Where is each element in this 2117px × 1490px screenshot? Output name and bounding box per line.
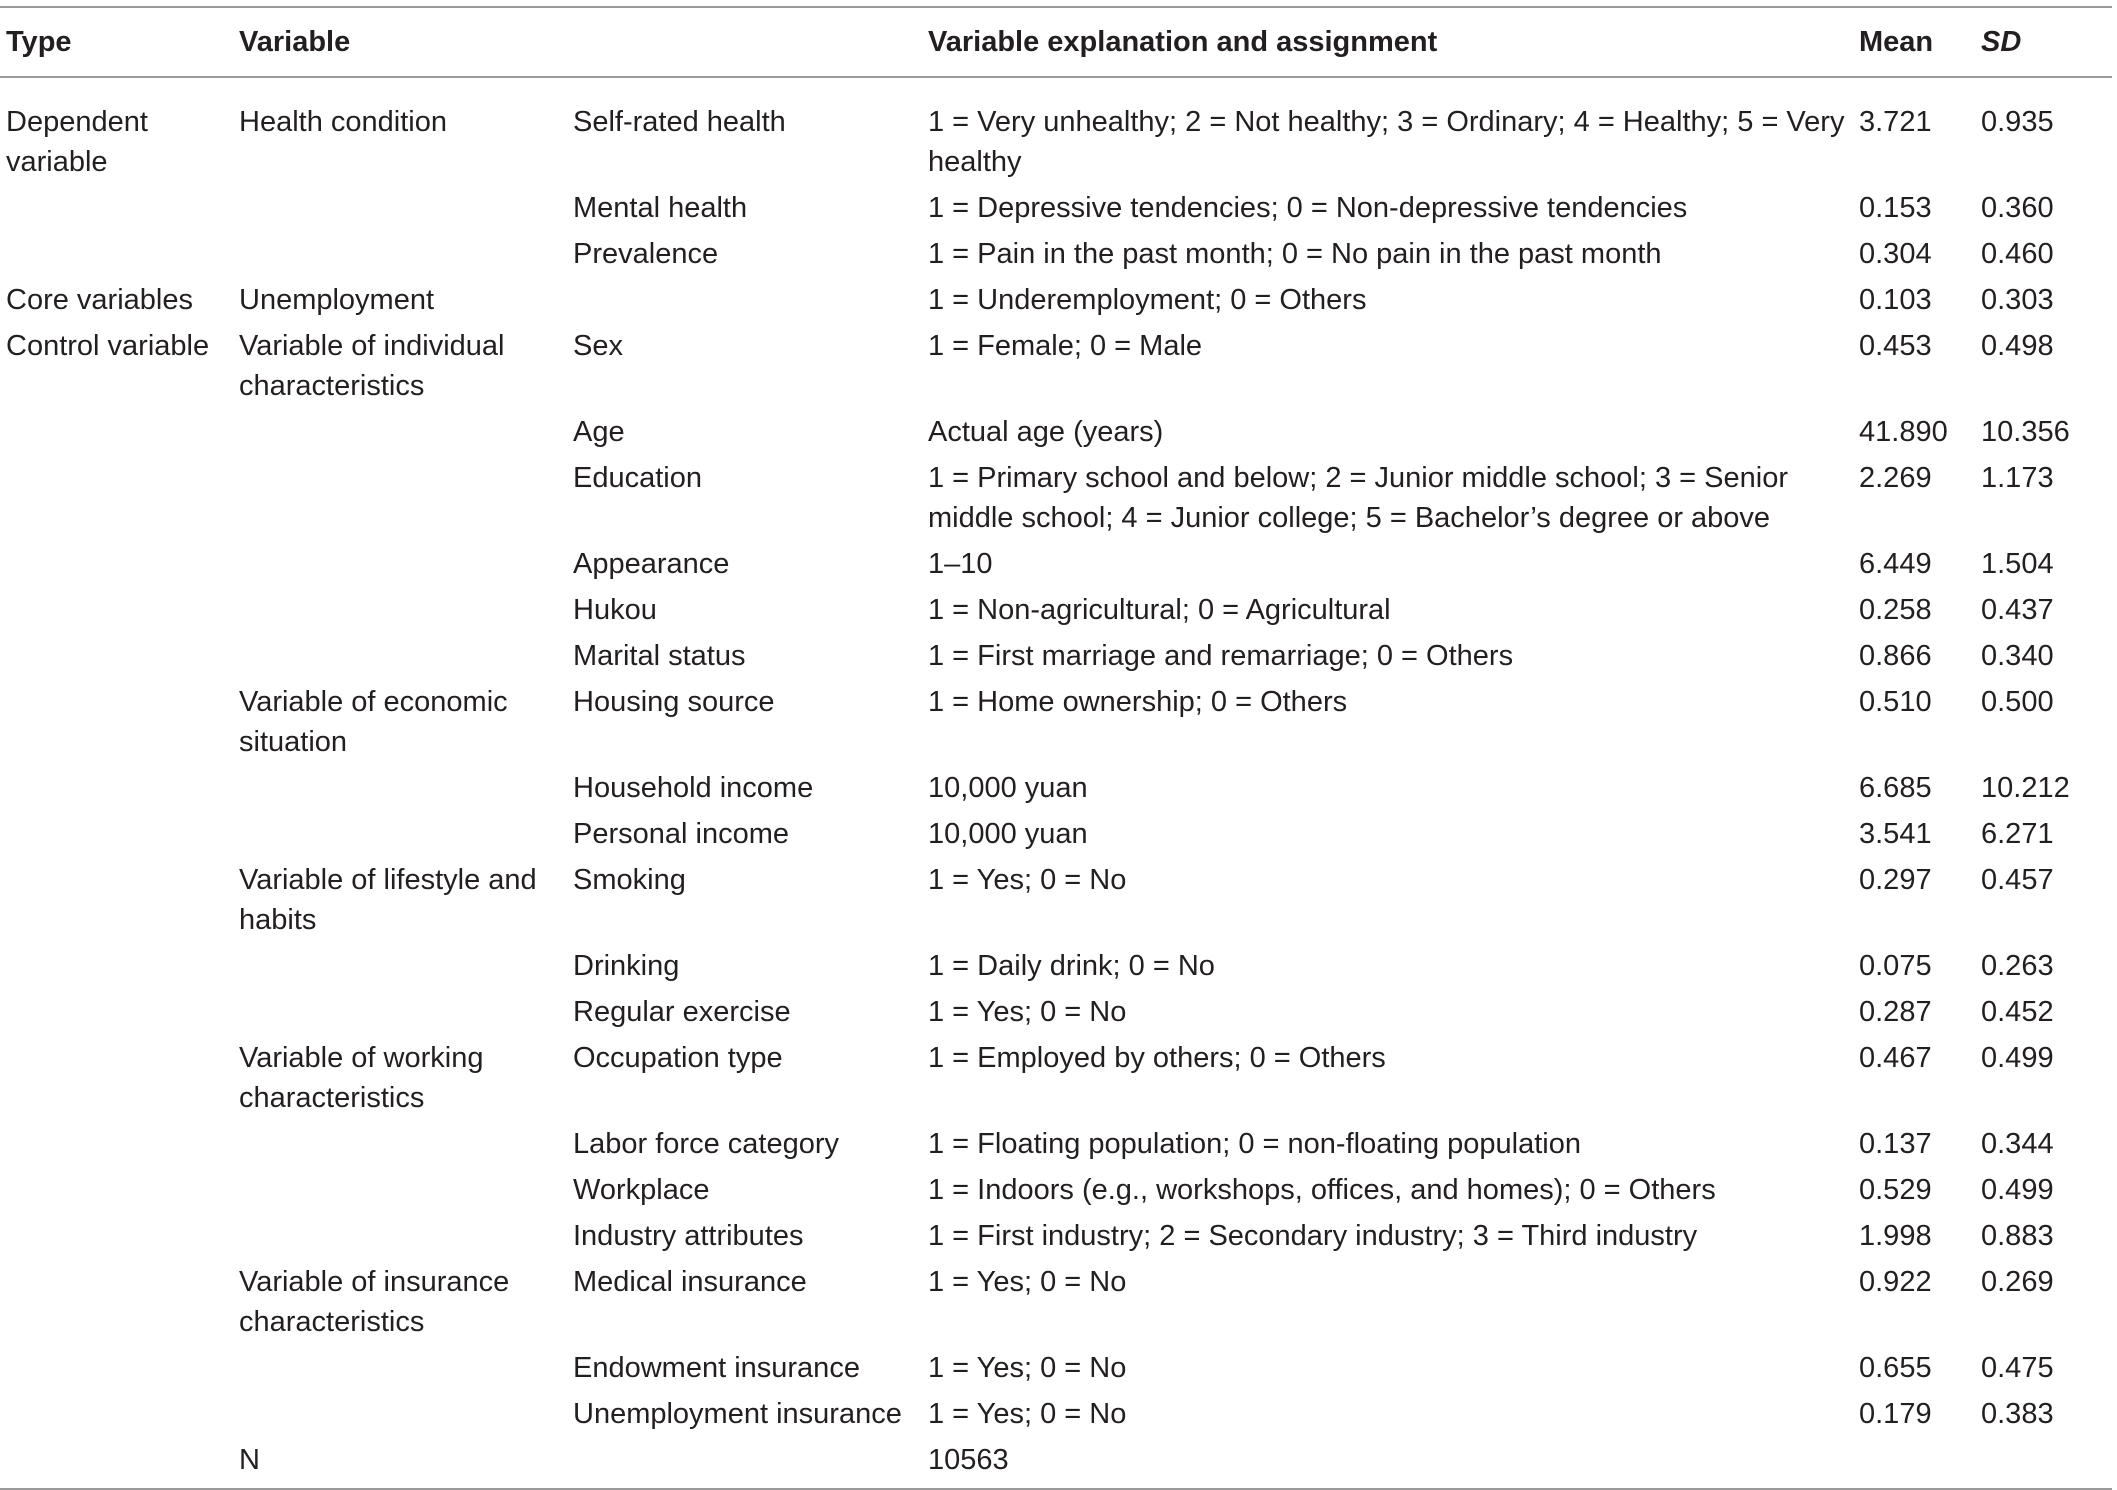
- cell-explanation: 1 = Yes; 0 = No: [928, 864, 1127, 896]
- header-mean: Mean: [1859, 26, 1934, 58]
- cell-explanation: 1 = First industry; 2 = Secondary industry; 3 = Third industry: [928, 1220, 1698, 1252]
- table-row: [0, 634, 2112, 680]
- table-row: [0, 278, 2112, 324]
- cell-sd: 0.437: [1981, 594, 2054, 626]
- table-row: [0, 456, 2112, 542]
- cell-mean: 6.685: [1859, 772, 1932, 804]
- cell-sd: 0.499: [1981, 1042, 2054, 1074]
- cell-variable: Unemployment: [239, 284, 435, 316]
- header-explanation: Variable explanation and assignment: [928, 26, 1438, 58]
- cell-mean: 0.137: [1859, 1128, 1932, 1160]
- cell-mean: 0.075: [1859, 950, 1932, 982]
- cell-sd: 0.269: [1981, 1266, 2054, 1298]
- cell-sub-variable: Occupation type: [573, 1042, 783, 1074]
- cell-mean: 0.922: [1859, 1266, 1932, 1298]
- cell-variable: Variable of economic situation: [239, 686, 508, 758]
- cell-variable: [233, 232, 567, 278]
- cell-sub-variable: Housing source: [573, 686, 775, 718]
- cell-mean: 0.287: [1859, 996, 1932, 1028]
- cell-mean: 1.998: [1859, 1220, 1932, 1252]
- table-row: [0, 812, 2112, 858]
- cell-explanation: 10,000 yuan: [928, 818, 1088, 850]
- cell-mean: 0.453: [1859, 330, 1932, 362]
- header-variable: Variable: [239, 26, 351, 58]
- cell-explanation: 1 = Yes; 0 = No: [928, 1352, 1127, 1384]
- cell-mean: 0.866: [1859, 640, 1932, 672]
- cell-sub-variable: Age: [573, 416, 625, 448]
- cell-sd: 6.271: [1981, 818, 2054, 850]
- cell-variable: [233, 588, 567, 634]
- cell-explanation: 1 = Underemployment; 0 = Others: [928, 284, 1367, 316]
- cell-type: [0, 232, 233, 278]
- table-row: [0, 1260, 2112, 1346]
- table-row: [0, 858, 2112, 944]
- cell-sub-variable: Labor force category: [573, 1128, 839, 1160]
- cell-mean: 0.510: [1859, 686, 1932, 718]
- cell-variable: [233, 1168, 567, 1214]
- cell-mean: 0.655: [1859, 1352, 1932, 1384]
- cell-sub-variable: [567, 1438, 922, 1489]
- cell-variable: [233, 186, 567, 232]
- cell-sd: 0.344: [1981, 1128, 2054, 1160]
- cell-mean: 0.153: [1859, 192, 1932, 224]
- cell-type: [0, 542, 233, 588]
- table-row: [0, 1168, 2112, 1214]
- cell-variable: Variable of insurance characteristics: [239, 1266, 510, 1338]
- cell-mean: 0.297: [1859, 864, 1932, 896]
- cell-mean: [1853, 1438, 1975, 1489]
- cell-variable: [233, 1122, 567, 1168]
- cell-mean: 6.449: [1859, 548, 1932, 580]
- cell-mean: 0.179: [1859, 1398, 1932, 1430]
- cell-sub-variable: Appearance: [573, 548, 730, 580]
- cell-explanation: 1 = First marriage and remarriage; 0 = Others: [928, 640, 1514, 672]
- cell-explanation: 1 = Primary school and below; 2 = Junior middle school; 3 = Senior middle school; 4 = Junior college; 5 = Bachelor’s degree or above: [928, 462, 1788, 534]
- cell-type: [0, 680, 233, 766]
- cell-explanation: 1 = Female; 0 = Male: [928, 330, 1203, 362]
- table-row: [0, 1122, 2112, 1168]
- cell-sub-variable: Hukou: [573, 594, 657, 626]
- cell-type: [0, 186, 233, 232]
- table-row: [0, 77, 2112, 186]
- cell-sub-variable: Mental health: [573, 192, 748, 224]
- table-row: [0, 1438, 2112, 1489]
- cell-sd: 0.383: [1981, 1398, 2054, 1430]
- cell-explanation: 1 = Very unhealthy; 2 = Not healthy; 3 = Ordinary; 4 = Healthy; 5 = Very healthy: [928, 106, 1845, 178]
- cell-sub-variable: Unemployment insurance: [573, 1398, 902, 1430]
- cell-sub-variable: Prevalence: [573, 238, 719, 270]
- cell-sd: 0.303: [1981, 284, 2054, 316]
- cell-sub-variable: Sex: [573, 330, 623, 362]
- cell-explanation: 10,000 yuan: [928, 772, 1088, 804]
- cell-mean: 0.258: [1859, 594, 1932, 626]
- cell-sub-variable: Regular exercise: [573, 996, 791, 1028]
- cell-type: [0, 456, 233, 542]
- cell-variable: [233, 542, 567, 588]
- table-row: [0, 410, 2112, 456]
- cell-type: [0, 944, 233, 990]
- cell-type: [0, 1438, 233, 1489]
- cell-type: [0, 858, 233, 944]
- cell-type: [0, 1168, 233, 1214]
- cell-sub-variable: Industry attributes: [573, 1220, 804, 1252]
- cell-explanation: 1 = Employed by others; 0 = Others: [928, 1042, 1386, 1074]
- cell-type: [0, 1260, 233, 1346]
- cell-sub-variable: Smoking: [573, 864, 686, 896]
- cell-sub-variable: Personal income: [573, 818, 789, 850]
- cell-type: [0, 1036, 233, 1122]
- table-row: [0, 186, 2112, 232]
- cell-mean: 3.541: [1859, 818, 1932, 850]
- table-row: [0, 232, 2112, 278]
- cell-sd: 10.356: [1981, 416, 2070, 448]
- header-sd: SD: [1981, 26, 2022, 58]
- cell-sd: 0.340: [1981, 640, 2054, 672]
- cell-sub-variable: Endowment insurance: [573, 1352, 860, 1384]
- cell-sd: 0.499: [1981, 1174, 2054, 1206]
- cell-explanation: 1 = Pain in the past month; 0 = No pain in the past month: [928, 238, 1662, 270]
- cell-sub-variable: Medical insurance: [573, 1266, 807, 1298]
- cell-sub-variable: Household income: [573, 772, 814, 804]
- cell-explanation: 1 = Yes; 0 = No: [928, 1266, 1127, 1298]
- cell-sub-variable: Marital status: [573, 640, 746, 672]
- table-row: [0, 766, 2112, 812]
- cell-mean: 3.721: [1859, 106, 1932, 138]
- cell-variable: [233, 990, 567, 1036]
- cell-mean: 0.103: [1859, 284, 1932, 316]
- cell-explanation: 1–10: [928, 548, 993, 580]
- cell-type: [0, 766, 233, 812]
- cell-variable: [233, 1346, 567, 1392]
- cell-variable: [233, 634, 567, 680]
- header-type: Type: [6, 26, 72, 58]
- cell-type: [0, 588, 233, 634]
- table-row: [0, 1392, 2112, 1438]
- cell-variable: Health condition: [239, 106, 447, 138]
- cell-variable: [233, 456, 567, 542]
- cell-sd: 0.498: [1981, 330, 2054, 362]
- table-row: [0, 944, 2112, 990]
- cell-variable: N: [239, 1444, 260, 1476]
- table-row: [0, 324, 2112, 410]
- cell-explanation: 1 = Daily drink; 0 = No: [928, 950, 1215, 982]
- table-row: [0, 990, 2112, 1036]
- cell-type: [0, 1122, 233, 1168]
- cell-sd: 0.935: [1981, 106, 2054, 138]
- cell-variable: [233, 812, 567, 858]
- table-row: [0, 542, 2112, 588]
- cell-type: [0, 1392, 233, 1438]
- table-row: [0, 680, 2112, 766]
- cell-mean: 2.269: [1859, 462, 1932, 494]
- cell-sd: 1.173: [1981, 462, 2054, 494]
- table-row: [0, 1036, 2112, 1122]
- cell-type: [0, 410, 233, 456]
- cell-variable: Variable of individual characteristics: [239, 330, 505, 402]
- cell-sd: 0.457: [1981, 864, 2054, 896]
- cell-type: [0, 634, 233, 680]
- cell-sd: 0.263: [1981, 950, 2054, 982]
- cell-sd: 0.883: [1981, 1220, 2054, 1252]
- cell-sub-variable: Self-rated health: [573, 106, 786, 138]
- cell-explanation: 1 = Indoors (e.g., workshops, offices, and homes); 0 = Others: [928, 1174, 1716, 1206]
- cell-sub-variable: Education: [573, 462, 702, 494]
- cell-sub-variable: [567, 278, 922, 324]
- cell-explanation: 1 = Yes; 0 = No: [928, 1398, 1127, 1430]
- cell-type: Control variable: [6, 330, 210, 362]
- cell-type: [0, 812, 233, 858]
- cell-type: Dependent variable: [6, 106, 148, 178]
- table-row: [0, 1214, 2112, 1260]
- cell-type: [0, 990, 233, 1036]
- header-sub-variable: [567, 7, 922, 77]
- variable-table: [0, 6, 2112, 1490]
- cell-variable: [233, 410, 567, 456]
- cell-sd: 10.212: [1981, 772, 2070, 804]
- cell-explanation: 1 = Home ownership; 0 = Others: [928, 686, 1348, 718]
- cell-sub-variable: Drinking: [573, 950, 680, 982]
- cell-explanation: 1 = Floating population; 0 = non-floating population: [928, 1128, 1581, 1160]
- cell-sd: 0.500: [1981, 686, 2054, 718]
- cell-explanation: 10563: [928, 1444, 1009, 1476]
- cell-explanation: Actual age (years): [928, 416, 1164, 448]
- cell-variable: [233, 766, 567, 812]
- table-row: [0, 588, 2112, 634]
- table-header: [0, 7, 2112, 77]
- cell-sd: [1975, 1438, 2112, 1489]
- cell-explanation: 1 = Yes; 0 = No: [928, 996, 1127, 1028]
- cell-type: [0, 1346, 233, 1392]
- cell-type: Core variables: [6, 284, 193, 316]
- cell-mean: 0.304: [1859, 238, 1932, 270]
- cell-variable: Variable of lifestyle and habits: [239, 864, 537, 936]
- cell-explanation: 1 = Depressive tendencies; 0 = Non-depressive tendencies: [928, 192, 1688, 224]
- cell-mean: 41.890: [1859, 416, 1948, 448]
- cell-type: [0, 1214, 233, 1260]
- table-row: [0, 1346, 2112, 1392]
- cell-variable: [233, 1392, 567, 1438]
- cell-mean: 0.529: [1859, 1174, 1932, 1206]
- cell-sd: 0.452: [1981, 996, 2054, 1028]
- cell-mean: 0.467: [1859, 1042, 1932, 1074]
- cell-sd: 1.504: [1981, 548, 2054, 580]
- cell-variable: Variable of working characteristics: [239, 1042, 484, 1114]
- cell-variable: [233, 944, 567, 990]
- cell-sd: 0.460: [1981, 238, 2054, 270]
- cell-sub-variable: Workplace: [573, 1174, 710, 1206]
- header-row: [0, 7, 2112, 77]
- cell-explanation: 1 = Non-agricultural; 0 = Agricultural: [928, 594, 1391, 626]
- cell-variable: [233, 1214, 567, 1260]
- cell-sd: 0.475: [1981, 1352, 2054, 1384]
- table-body: [0, 77, 2112, 1489]
- cell-sd: 0.360: [1981, 192, 2054, 224]
